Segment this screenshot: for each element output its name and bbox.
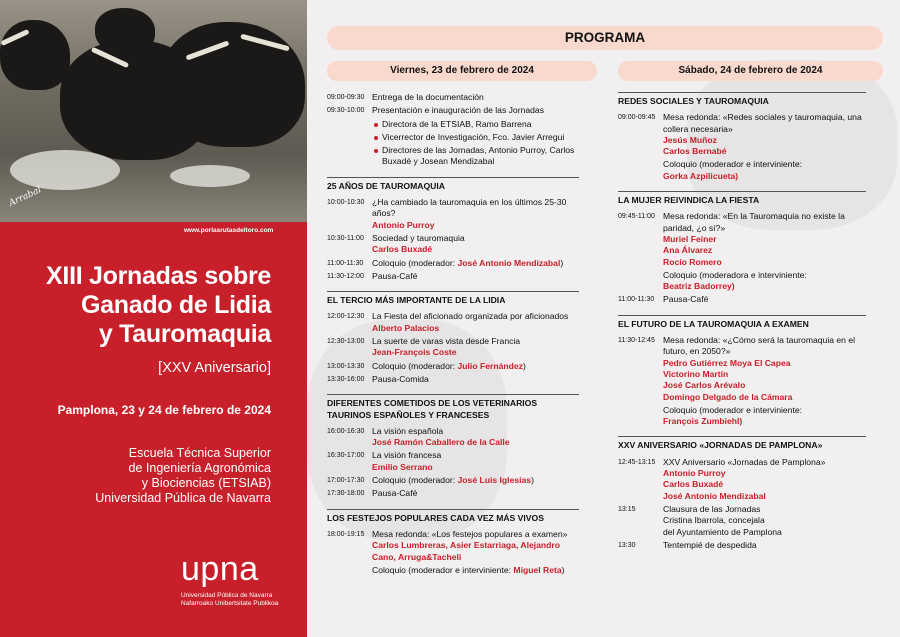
program-row (618, 112, 866, 157)
speaker-name: José Luis Iglesias (457, 475, 532, 486)
speaker-name: Muriel Feiner Ana Álvarez Rocío Romero (663, 233, 722, 267)
session-text: Sociedad y tauromaquia (372, 232, 465, 243)
session-text: Directora de la ETSIAB, Ramo Barrena (382, 118, 532, 129)
session-info (663, 540, 866, 551)
section-title: 25 AÑOS DE TAUROMAQUIA (327, 177, 579, 192)
program-section (327, 291, 579, 385)
session-info (372, 271, 579, 282)
program-row (327, 336, 579, 359)
time-slot (327, 119, 372, 130)
speaker-name: Antonio Purroy Carlos Buxadé José Antonio Mendizabal (663, 468, 766, 501)
friday-column (327, 92, 579, 585)
program-row (327, 450, 579, 473)
time-slot (327, 145, 372, 168)
school-line: Universidad Pública de Navarra (95, 491, 271, 505)
session-text: Pausa-Café (372, 488, 418, 499)
program-section (618, 92, 866, 182)
speaker-name: Emilio Serrano (372, 461, 433, 472)
program-row (327, 374, 579, 385)
program-row (327, 119, 579, 130)
program-row (618, 294, 866, 305)
time-slot: 13:30 (618, 541, 636, 549)
session-text: La visión francesa (372, 450, 442, 461)
school-line: y Biociencias (ETSIAB) (141, 476, 271, 490)
session-text: La Fiesta del aficionado organizada por aficionados (372, 311, 569, 322)
session-text: Coloquio (moderador e interviniente: (663, 159, 803, 170)
time-slot: 12:45-13:15 (618, 458, 656, 466)
speaker-name: Miguel Reta (513, 564, 562, 575)
program-row (618, 540, 866, 551)
session-info (372, 565, 579, 576)
time-slot: 09:30-10:00 (327, 107, 365, 115)
session-info (372, 92, 579, 103)
program-section (327, 509, 579, 576)
session-text: Coloquio (moderador e interviniente: (372, 564, 514, 575)
time-slot: 09:00-09:45 (618, 114, 656, 122)
logo-sub-line: Nafarroako Unibertsitate Publikoa (181, 600, 279, 607)
bulls-photo (0, 0, 307, 222)
program-row (327, 145, 579, 168)
session-text: La suerte de varas vista desde Francia (372, 336, 521, 347)
school-line: Escuela Técnica Superior (128, 446, 271, 460)
bull-shape (95, 8, 155, 53)
program-row (327, 565, 579, 576)
speaker-name: Antonio Purroy (372, 219, 435, 230)
program-row (327, 529, 579, 563)
title-line: XIII Jornadas sobre (46, 262, 271, 290)
event-subtitle: [XXV Aniversario] (158, 360, 271, 376)
session-text: Directores de las Jornadas, Antonio Purroy, Carlos Buxadé y Josean Mendizabal (382, 145, 575, 167)
time-slot: 17:30-18:00 (327, 490, 365, 498)
water-splash (170, 165, 250, 187)
session-text-end: ) (561, 564, 565, 575)
session-text: Mesa redonda: «En la Tauromaquia no existe la paridad, ¿o sí?» (663, 211, 845, 233)
session-text: Pausa-Café (372, 270, 418, 281)
speaker-name: Alberto Palacios (372, 322, 440, 333)
program-row (327, 361, 579, 372)
session-text: Pausa-Comida (372, 373, 429, 384)
speaker-name: François Zumbiehl) (663, 416, 743, 427)
session-text: Coloquio (moderadora e interviniente: (663, 269, 807, 280)
speaker-name: Beatriz Badorrey) (663, 281, 735, 292)
session-info (372, 105, 579, 116)
time-slot: 09:45-11:00 (618, 213, 655, 221)
program-row (327, 426, 579, 449)
speaker-name: Carlos Lumbreras, Asier Estarriaga, Alejandro Cano, Arruga&Tacheli (372, 540, 561, 562)
location-dates: Pamplona, 23 y 24 de febrero de 2024 (57, 403, 271, 417)
time-slot: 12:00-12:30 (327, 313, 365, 321)
session-info (663, 159, 866, 182)
session-info (663, 335, 866, 403)
title-line: y Tauromaquia (98, 320, 271, 348)
session-info (663, 457, 866, 502)
program-section (327, 92, 579, 168)
upna-logo: upna (181, 550, 259, 588)
section-title: EL FUTURO DE LA TAUROMAQUIA A EXAMEN (618, 315, 866, 330)
time-slot (618, 405, 663, 428)
session-info (663, 112, 866, 157)
program-row (327, 258, 579, 269)
time-slot: 18:00-19:15 (327, 530, 365, 538)
program-row (618, 211, 866, 267)
session-text: Mesa redonda: «Los festejos populares a examen» (372, 528, 568, 539)
program-row (618, 270, 866, 293)
program-section (327, 177, 579, 282)
program-row (618, 405, 866, 428)
speaker-name: Julio Fernández (457, 360, 523, 371)
time-slot (618, 159, 663, 182)
session-info (372, 475, 579, 486)
session-info (372, 145, 579, 168)
program-row (618, 335, 866, 403)
session-info (663, 294, 866, 305)
session-text: Mesa redonda: «Redes sociales y tauromaquia, una collera necesaria» (663, 112, 862, 134)
session-info (663, 270, 866, 293)
cover-panel (0, 0, 307, 637)
session-text: ¿Ha cambiado la tauromaquia en los últimos 25-30 años? (372, 197, 567, 219)
time-slot (618, 270, 663, 293)
session-text: Clausura de las Jornadas Cristina Ibarrola, concejala del Ayuntamiento de Pamplona (663, 503, 782, 537)
time-slot: 10:30-11:00 (327, 234, 364, 242)
session-text: Presentación e inauguración de las Jornadas (372, 105, 544, 116)
section-title: XXV ANIVERSARIO «JORNADAS DE PAMPLONA» (618, 436, 866, 451)
time-slot (327, 132, 372, 143)
session-text: Tentempié de despedida (663, 539, 757, 550)
logo-sub-line: Universidad Pública de Navarra (181, 592, 273, 599)
session-text: Coloquio (moderador: (372, 475, 458, 486)
school-line: de Ingeniería Agronómica (128, 461, 271, 475)
section-title: EL TERCIO MÁS IMPORTANTE DE LA LIDIA (327, 291, 579, 306)
program-row (327, 132, 579, 143)
program-row (327, 271, 579, 282)
school-name (95, 446, 271, 506)
section-title: LOS FESTEJOS POPULARES CADA VEZ MÁS VIVOS (327, 509, 579, 524)
session-text: Coloquio (moderador: (372, 360, 458, 371)
speaker-name: Pedro Gutiérrez Moya El Capea Victorino Martín José Carlos Arévalo Domingo Delgado de la Cámara (663, 357, 793, 402)
section-title: LA MUJER REIVINDICA LA FIESTA (618, 191, 866, 206)
time-slot: 16:00-16:30 (327, 427, 365, 435)
session-info (372, 197, 579, 231)
program-row (327, 105, 579, 116)
session-info (663, 211, 866, 267)
speaker-name: Jean-François Coste (372, 347, 457, 358)
session-info (372, 374, 579, 385)
program-section (327, 394, 579, 499)
speaker-name: Carlos Buxadé (372, 244, 433, 255)
session-info (372, 336, 579, 359)
session-info (663, 405, 866, 428)
session-text: Vicerrector de Investigación, Fco. Javier Arregui (382, 131, 565, 142)
event-title (1, 262, 271, 349)
session-info (372, 426, 579, 449)
time-slot: 13:30-16:00 (327, 375, 365, 383)
time-slot: 09:00-09:30 (327, 94, 365, 101)
program-section (618, 191, 866, 306)
session-text: Coloquio (moderador e interviniente: (663, 404, 803, 415)
time-slot: 11:30-12:00 (327, 272, 364, 280)
session-text: Coloquio (moderador: (372, 257, 458, 268)
session-text: La visión española (372, 425, 444, 436)
section-title: REDES SOCIALES Y TAUROMAQUIA (618, 92, 866, 107)
session-text: Pausa-Café (663, 294, 709, 305)
program-section (618, 436, 866, 551)
session-text-end: ) (560, 257, 564, 268)
session-info (372, 233, 579, 256)
time-slot: 11:00-11:30 (618, 296, 655, 304)
program-row (618, 504, 866, 538)
program-row (327, 92, 579, 103)
speaker-name: Jesús Muñoz Carlos Bernabé (663, 134, 727, 157)
time-slot: 11:30-12:45 (618, 337, 655, 345)
time-slot: 11:00-11:30 (327, 259, 364, 267)
session-info (663, 504, 866, 538)
time-slot: 12:30-13:00 (327, 338, 365, 346)
program-row (618, 159, 866, 182)
program-panel (307, 0, 900, 637)
session-info (372, 361, 579, 372)
program-row (327, 488, 579, 499)
program-row (618, 457, 866, 502)
section-title: DIFERENTES COMETIDOS DE LOS VETERINARIOS TAURINOS ESPAÑOLES Y FRANCESES (327, 394, 579, 421)
session-info (372, 258, 579, 269)
session-info (372, 488, 579, 499)
upna-logo-subtitle (181, 592, 278, 608)
session-text: XXV Aniversario «Jornadas de Pamplona» (663, 456, 826, 467)
session-info (372, 311, 579, 334)
time-slot (327, 565, 372, 576)
program-row (327, 233, 579, 256)
session-info (372, 132, 579, 143)
website-link[interactable]: www.porlasrutasdeltoro.com (184, 227, 274, 234)
program-row (327, 311, 579, 334)
saturday-column (618, 92, 866, 560)
program-section (618, 315, 866, 428)
session-text-end: ) (522, 360, 526, 371)
speaker-name: José Ramón Caballero de la Calle (372, 437, 510, 448)
time-slot: 10:00-10:30 (327, 199, 365, 207)
bull-shape (0, 20, 70, 90)
program-row (327, 197, 579, 231)
photographer-signature: Arrabal (7, 185, 43, 209)
speaker-name: José Antonio Mendizabal (457, 257, 561, 268)
time-slot: 16:30-17:00 (327, 452, 365, 460)
session-info (372, 119, 579, 130)
time-slot: 17:00-17:30 (327, 477, 365, 485)
time-slot: 13:15 (618, 505, 636, 513)
program-row (327, 475, 579, 486)
session-text-end: ) (531, 475, 534, 486)
title-line: Ganado de Lidia (81, 291, 271, 319)
bull-shape (160, 22, 305, 147)
speaker-name: Gorka Azpilicueta) (663, 170, 739, 181)
time-slot: 13:00-13:30 (327, 362, 365, 370)
session-text: Mesa redonda: «¿Cómo será la tauromaquia en el futuro, en 2050?» (663, 335, 856, 357)
day-label-saturday: Sábado, 24 de febrero de 2024 (618, 61, 883, 81)
day-label-friday: Viernes, 23 de febrero de 2024 (327, 61, 597, 81)
water-splash (10, 150, 120, 190)
session-text: Entrega de la documentación (372, 92, 484, 102)
program-heading: PROGRAMA (327, 26, 883, 50)
session-info (372, 450, 579, 473)
session-info (372, 529, 579, 563)
